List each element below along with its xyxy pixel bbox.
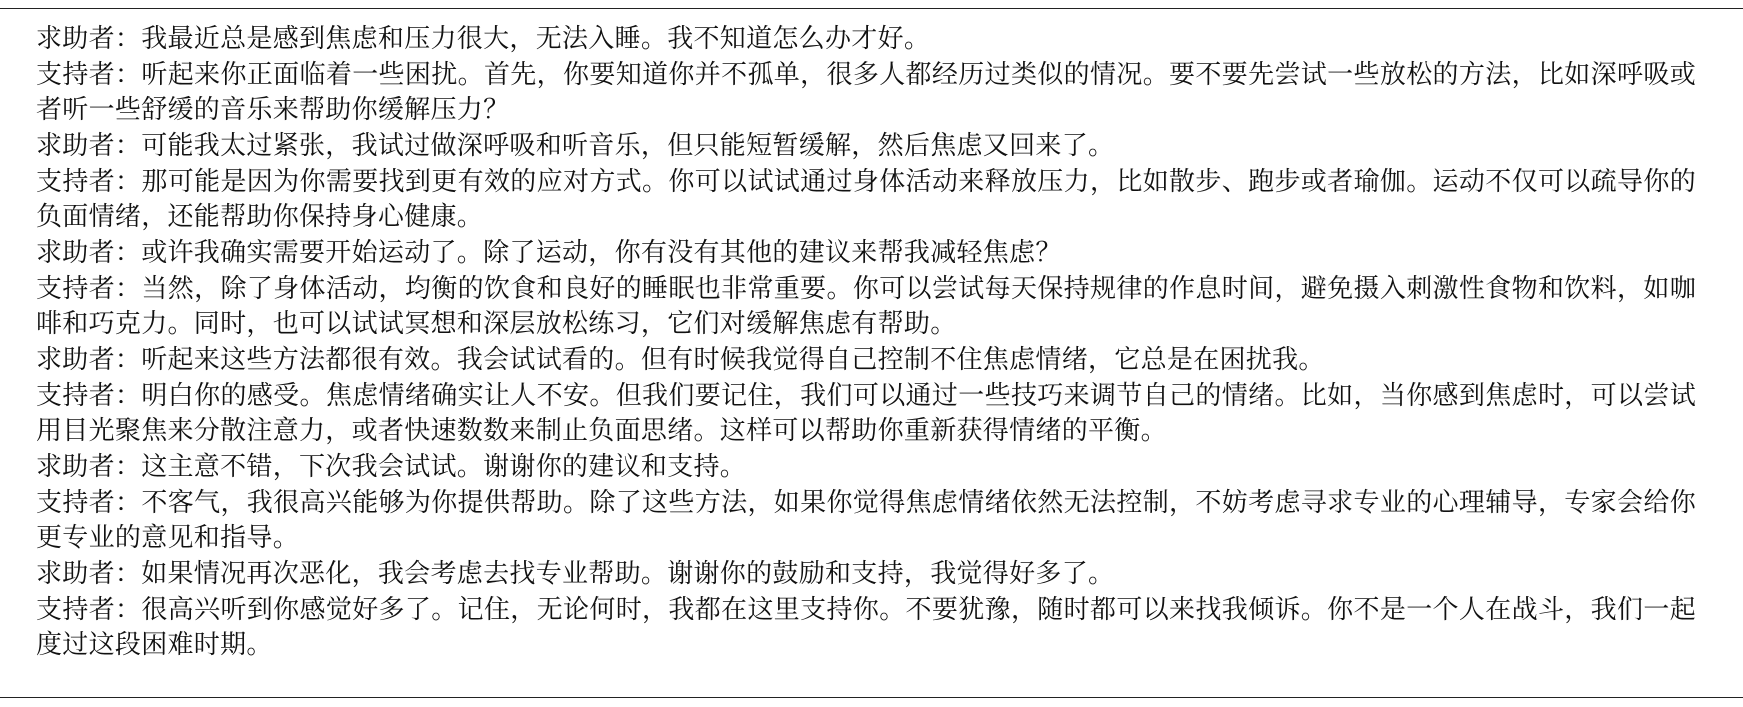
- dialogue-transcript: [36, 22, 1696, 664]
- dialogue-turn-supporter: 支持者：明白你的感受。焦虑情绪确实让人不安。但我们要记住，我们可以通过一些技巧来调节自己的情绪。比如，当你感到焦虑时，可以尝试用目光聚焦来分散注意力，或者快速数数来制止负面思绪。这样可以帮助你重新获得情绪的平衡。: [36, 381, 1696, 446]
- dialogue-turn-seeker: 求助者：这主意不错，下次我会试试。谢谢你的建议和支持。: [36, 452, 747, 482]
- dialogue-turn-supporter: 支持者：当然，除了身体活动，均衡的饮食和良好的睡眠也非常重要。你可以尝试每天保持规律的作息时间，避免摄入刺激性食物和饮料，如咖啡和巧克力。同时，也可以试试冥想和深层放松练习，它们对缓解焦虑有帮助。: [36, 274, 1696, 339]
- dialogue-turn-seeker: 求助者：如果情况再次恶化，我会考虑去找专业帮助。谢谢你的鼓励和支持，我觉得好多了。: [36, 559, 1115, 589]
- top-rule: [0, 8, 1743, 9]
- dialogue-turn-supporter: 支持者：那可能是因为你需要找到更有效的应对方式。你可以试试通过身体活动来释放压力，比如散步、跑步或者瑜伽。运动不仅可以疏导你的负面情绪，还能帮助你保持身心健康。: [36, 167, 1696, 232]
- dialogue-turn-supporter: 支持者：很高兴听到你感觉好多了。记住，无论何时，我都在这里支持你。不要犹豫，随时都可以来找我倾诉。你不是一个人在战斗，我们一起度过这段困难时期。: [36, 595, 1696, 660]
- dialogue-turn-seeker: 求助者：我最近总是感到焦虑和压力很大，无法入睡。我不知道怎么办才好。: [36, 24, 931, 54]
- bottom-rule: [0, 697, 1743, 698]
- dialogue-turn-supporter: 支持者：不客气，我很高兴能够为你提供帮助。除了这些方法，如果你觉得焦虑情绪依然无法控制，不妨考虑寻求专业的心理辅导，专家会给你更专业的意见和指导。: [36, 488, 1696, 553]
- dialogue-turn-seeker: 求助者：听起来这些方法都很有效。我会试试看的。但有时候我觉得自己控制不住焦虑情绪，它总是在困扰我。: [36, 345, 1325, 375]
- dialogue-turn-seeker: 求助者：可能我太过紧张，我试过做深呼吸和听音乐，但只能短暂缓解，然后焦虑又回来了。: [36, 131, 1115, 161]
- dialogue-turn-seeker: 求助者：或许我确实需要开始运动了。除了运动，你有没有其他的建议来帮我减轻焦虑？: [36, 238, 1062, 268]
- dialogue-turn-supporter: 支持者：听起来你正面临着一些困扰。首先，你要知道你并不孤单，很多人都经历过类似的情况。要不要先尝试一些放松的方法，比如深呼吸或者听一些舒缓的音乐来帮助你缓解压力？: [36, 60, 1696, 125]
